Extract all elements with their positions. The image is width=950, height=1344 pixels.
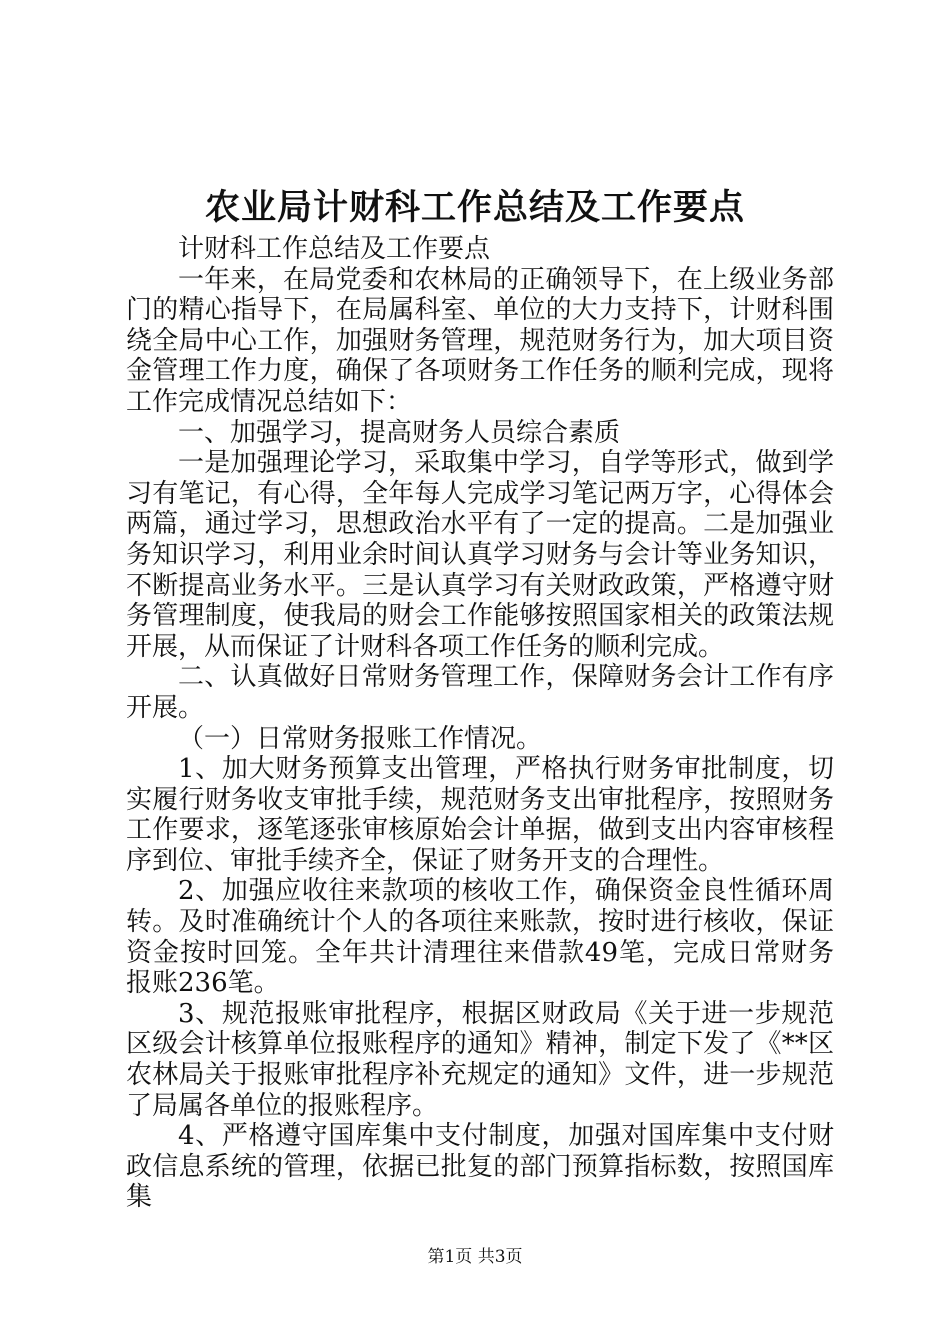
- document-body: [126, 234, 834, 1213]
- paragraph-item-3: 3、规范报账审批程序，根据区财政局《关于进一步规范区级会计核算单位报账程序的通知》精神，制定下发了《**区农林局关于报账审批程序补充规定的通知》文件，进一步规范了局属各单位的报账程序。: [126, 998, 834, 1121]
- paragraph-intro: 一年来，在局党委和农林局的正确领导下，在上级业务部门的精心指导下，在局属科室、单位的大力支持下，计财科围绕全局中心工作，加强财务管理，规范财务行为，加大项目资金管理工作力度，确保了各项财务工作任务的顺利完成，现将工作完成情况总结如下：: [126, 264, 834, 417]
- paragraph-item-2: 2、加强应收往来款项的核收工作，确保资金良性循环周转。及时准确统计个人的各项往来账款，按时进行核收，保证资金按时回笼。全年共计清理往来借款49笔，完成日常财务报账236笔。: [126, 876, 834, 999]
- subsection-heading-1: （一）日常财务报账工作情况。: [178, 723, 543, 754]
- paragraph-item-1: 1、加大财务预算支出管理，严格执行财务审批制度，切实履行财务收支审批手续，规范财务支出审批程序，按照财务工作要求，逐笔逐张审核原始会计单据，做到支出内容审核程序到位、审批手续齐全，保证了财务开支的合理性。: [126, 754, 834, 876]
- page-number: 第1页 共3页: [427, 1247, 523, 1267]
- section-heading-1: 一、加强学习，提高财务人员综合素质: [178, 417, 621, 448]
- section-heading-2: 二、认真做好日常财务管理工作，保障财务会计工作有序开展。: [126, 662, 834, 723]
- paragraph-study: 一是加强理论学习，采取集中学习，自学等形式，做到学习有笔记，有心得，全年每人完成学习笔记两万字，心得体会两篇，通过学习，思想政治水平有了一定的提高。二是加强业务知识学习，利用业余时间认真学习财务与会计等业务知识，不断提高业务水平。三是认真学习有关财政政策，严格遵守财务管理制度，使我局的财会工作能够按照国家相关的政策法规开展，从而保证了计财科各项工作任务的顺利完成。: [126, 448, 834, 662]
- paragraph-item-4: 4、严格遵守国库集中支付制度，加强对国库集中支付财政信息系统的管理，依据已批复的部门预算指标数，按照国库集: [126, 1121, 834, 1213]
- paragraph-subtitle: 计财科工作总结及工作要点: [178, 234, 491, 264]
- document-title: 农业局计财科工作总结及工作要点: [204, 188, 745, 228]
